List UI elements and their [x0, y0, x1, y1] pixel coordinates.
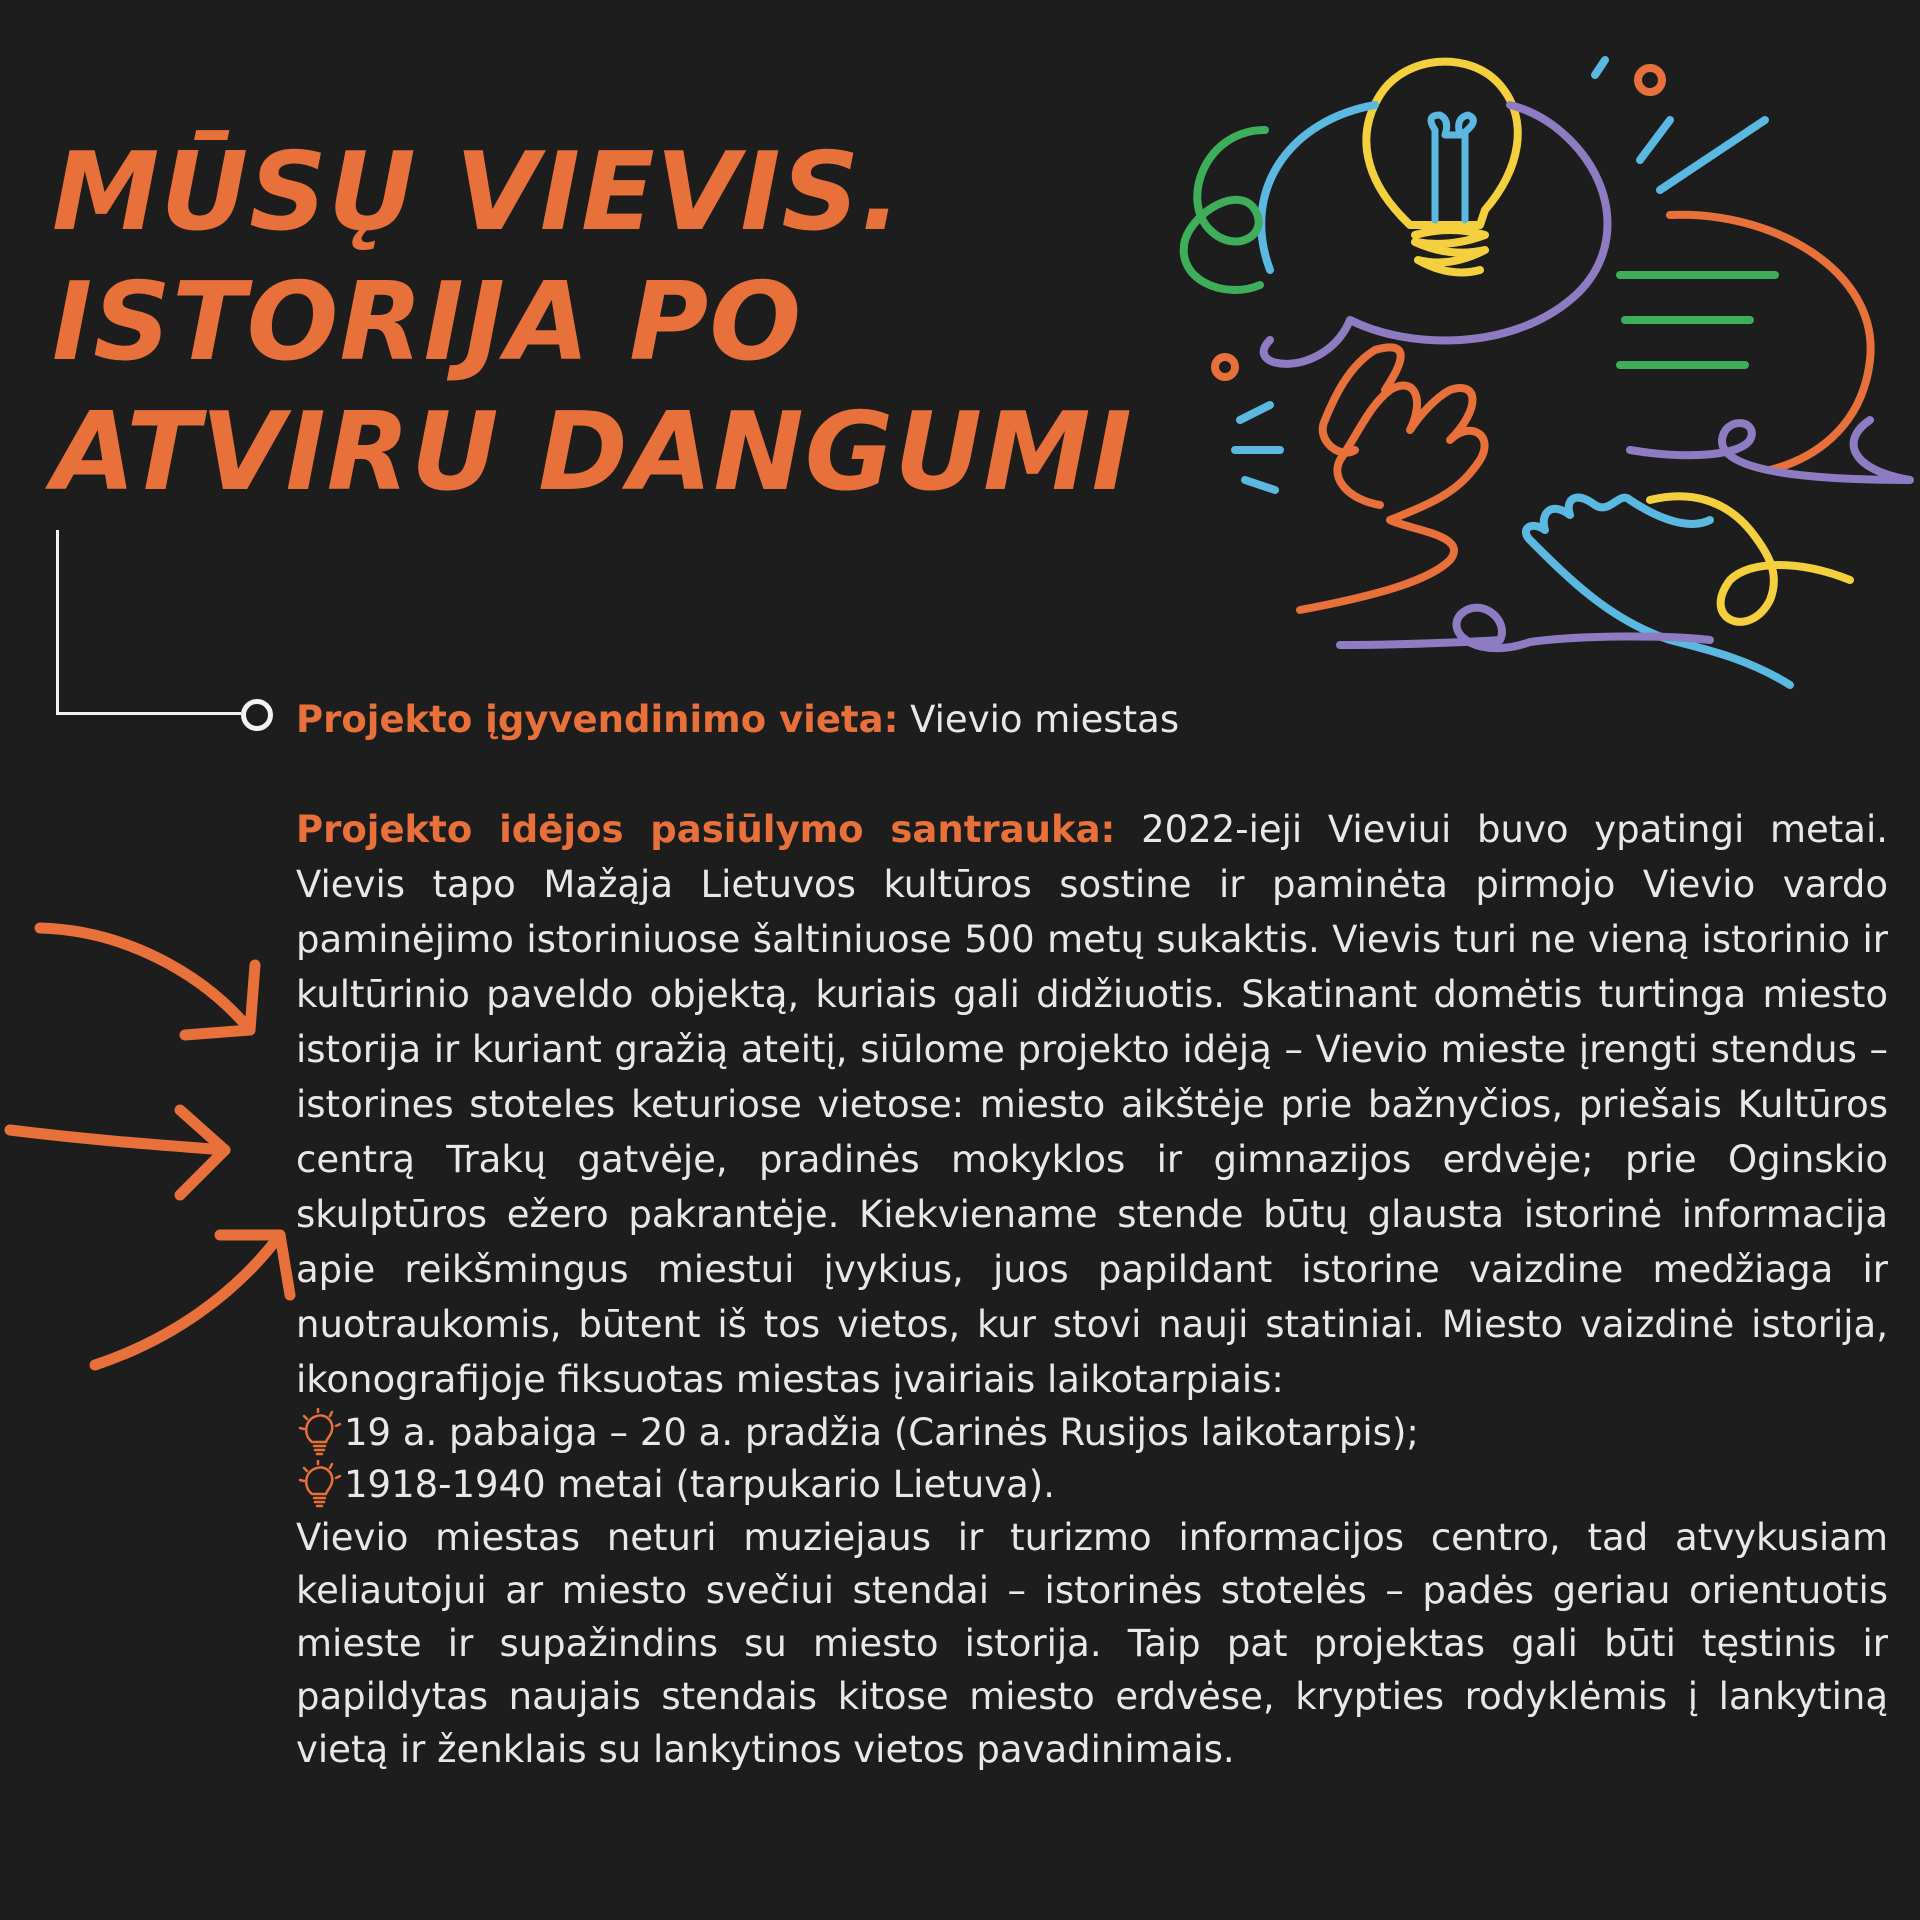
orange-ring-top	[1638, 68, 1662, 92]
lightbulb-doodle-icon	[1366, 62, 1517, 273]
location-label: Projekto įgyvendinimo vieta:	[296, 698, 899, 741]
location-value: Vievio miestas	[910, 698, 1180, 741]
connector-line-horizontal	[56, 712, 241, 715]
rays	[1595, 60, 1765, 190]
arrow-icon-top	[40, 928, 255, 1035]
arrow-icon-middle	[10, 1110, 225, 1195]
arrow-icon-bottom	[95, 1235, 290, 1365]
orange-ring-left	[1215, 357, 1235, 377]
page-title	[52, 128, 1133, 518]
connector-dot	[241, 699, 273, 731]
summary-closing: Vievio miestas neturi muziejaus ir turizmo informacijos centro, tad atvykusiam keliautojui ar miesto svečiui stendai – istorinės stotelės – padės geriau orientuotis mieste ir supažindins su miesto istorija. Taip pat projektas gali būti tęstinis ir papildytas naujais stendais kitose miesto erdvėse, krypties rodyklėmis į lankytiną vietą ir ženklais su lankytinos vietos pavadinimais.	[296, 1516, 1888, 1771]
bullet-item	[296, 1459, 1888, 1511]
ideas-doodle-illustration	[1150, 20, 1920, 710]
title-line-3: ATVIRU DANGUMI	[52, 390, 1133, 515]
connector-line-vertical	[56, 530, 59, 715]
project-location	[296, 694, 1179, 746]
bullet-text-1: 19 a. pabaiga – 20 a. pradžia (Carinės Rusijos laikotarpis);	[344, 1411, 1419, 1454]
bullet-text-2: 1918-1940 metai (tarpukario Lietuva).	[344, 1463, 1055, 1506]
green-lines	[1620, 275, 1775, 365]
bullet-item	[296, 1407, 1888, 1459]
bulb-bullet-icon	[296, 1408, 344, 1458]
hands-doodle-icon	[1300, 347, 1850, 685]
summary-intro: 2022-ieji Vieviui buvo ypatingi metai. Vievis tapo Mažąja Lietuvos kultūros sostine ir paminėta pirmojo Vievio vardo paminėjimo istoriniuose šaltiniuose 500 metų sukaktis. Vievis turi ne vieną istorinio ir kultūrinio paveldo objektą, kuriais gali didžiuotis. Skatinant domėtis turtinga miesto istorija ir kuriant gražią ateitį, siūlome projekto idėją – Vievio mieste įrengti stendus – istorines stoteles keturiose vietose: miesto aikštėje prie bažnyčios, priešais Kultūros centrą Trakų gatvėje, pradinės mokyklos ir gimnazijos erdvėje; prie Oginskio skulptūros ežero pakrantėje. Kiekviename stende būtų glausta istorinė informacija apie reikšmingus miestui įvykius, juos papildant istorine vaizdine medžiaga ir nuotraukomis, būtent iš tos vietos, kur stovi nauji statiniai. Miesto vaizdinė istorija, ikonografijoje fiksuotas miestas įvairiais laikotarpiais:	[296, 808, 1888, 1401]
green-swirl	[1184, 130, 1265, 290]
blue-arc	[1261, 105, 1375, 270]
purple-curl	[1630, 420, 1910, 480]
arrows-illustration	[0, 900, 310, 1380]
summary-label: Projekto idėjos pasiūlymo santrauka:	[296, 808, 1116, 851]
bulb-bullet-icon	[296, 1460, 344, 1510]
project-summary	[296, 802, 1888, 1776]
dashes-left	[1235, 405, 1280, 490]
title-line-1: MŪSŲ VIEVIS.	[52, 130, 903, 255]
summary-intro-paragraph	[296, 802, 1888, 1407]
lightbulb-filament	[1431, 115, 1473, 220]
orange-bubble	[1670, 215, 1871, 470]
title-line-2: ISTORIJA PO	[52, 260, 803, 385]
